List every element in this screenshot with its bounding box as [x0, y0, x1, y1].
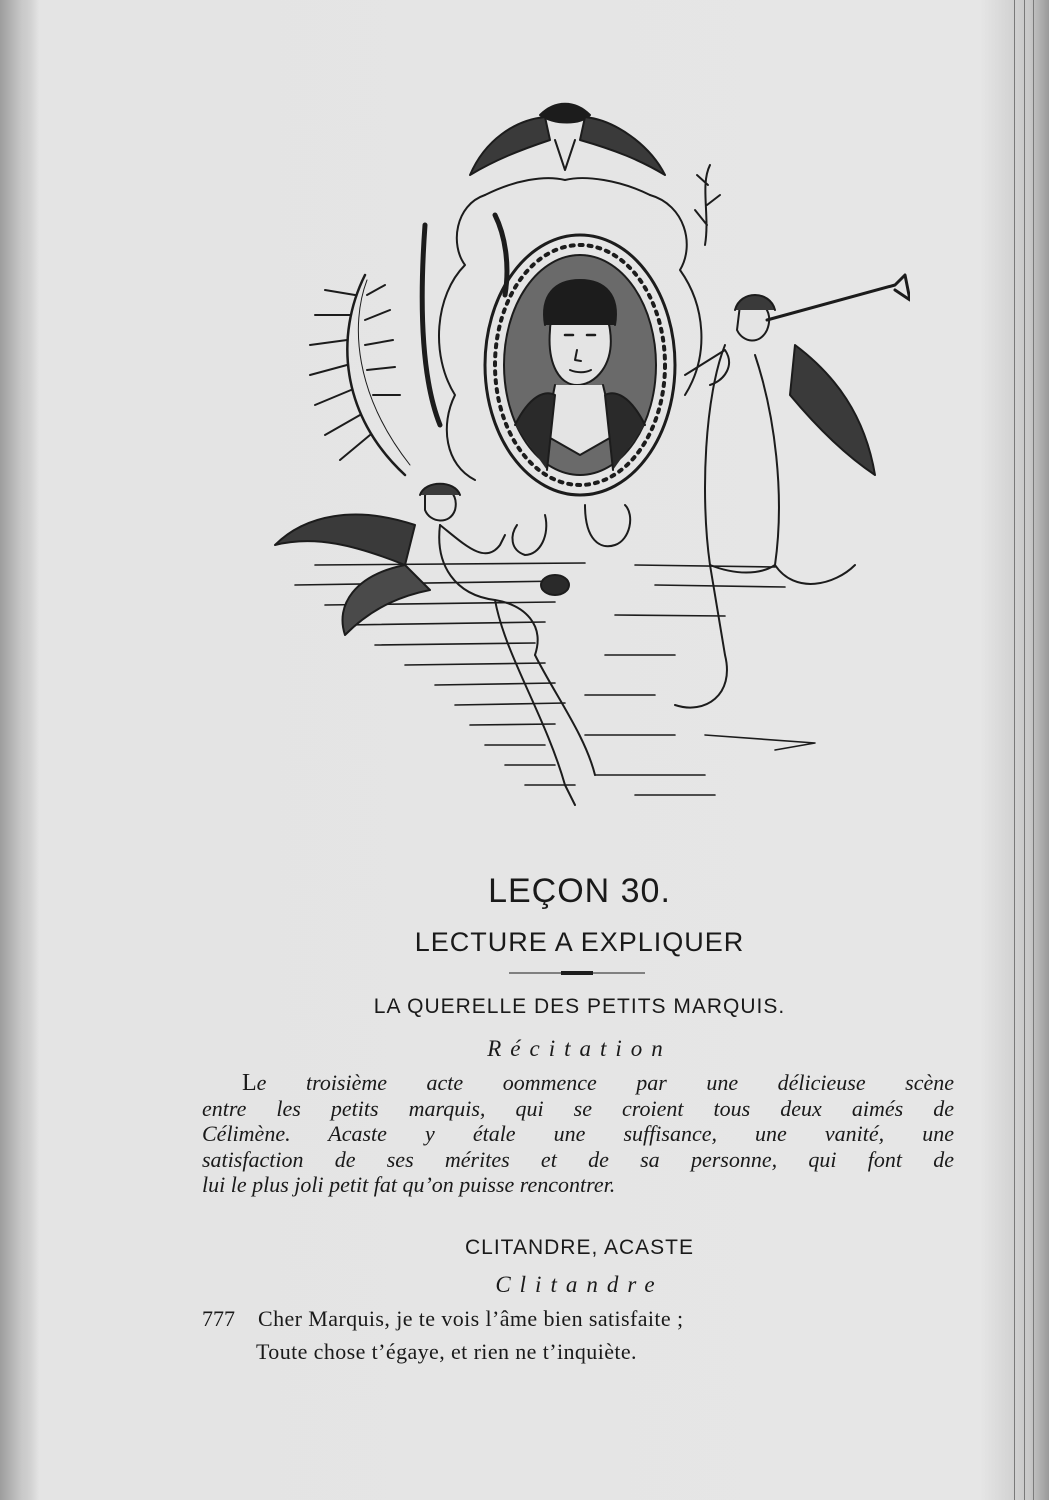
paragraph-line: entre les petits marquis, qui se croient tous deux aimés de [202, 1095, 954, 1121]
plant-sprig [695, 165, 720, 245]
eagle-crest [470, 104, 665, 175]
paragraph-line [202, 1070, 954, 1096]
trumpeting-angel [675, 275, 910, 708]
portrait-oval [485, 235, 675, 495]
speaker-name: Clitandre [495, 1272, 664, 1297]
paragraph-line: lui le plus joli petit fat qu’on puisse rencontrer. [202, 1172, 616, 1197]
recitation-label: Récitation [487, 1036, 672, 1061]
characters-heading: CLITANDRE, ACASTE [465, 1236, 694, 1259]
verse-number: 777 [202, 1306, 235, 1331]
quill-feather [310, 275, 410, 475]
intro-paragraph [202, 1070, 954, 1198]
paragraph-line-text: e troisième acte oommence par une délicieuse scène [256, 1070, 954, 1095]
verse-line: Cher Marquis, je te vois l’âme bien satisfaite ; [258, 1306, 684, 1331]
paragraph-line: Célimène. Acaste y étale une suffisance, une vanité, une [202, 1121, 954, 1146]
portrait-medallion-illustration [255, 95, 910, 855]
drop-cap: L [242, 1070, 257, 1096]
section-title: LA QUERELLE DES PETITS MARQUIS. [373, 995, 786, 1018]
lesson-title: LEÇON 30. [488, 872, 671, 910]
lesson-subtitle: LECTURE A EXPLIQUER [414, 927, 745, 957]
paragraph-line: satisfaction de ses mérites et de sa personne, qui font de [202, 1146, 954, 1172]
ornamental-rule [509, 970, 645, 976]
verse-line: Toute chose t’égaye, et rien ne t’inquiète. [256, 1339, 637, 1364]
